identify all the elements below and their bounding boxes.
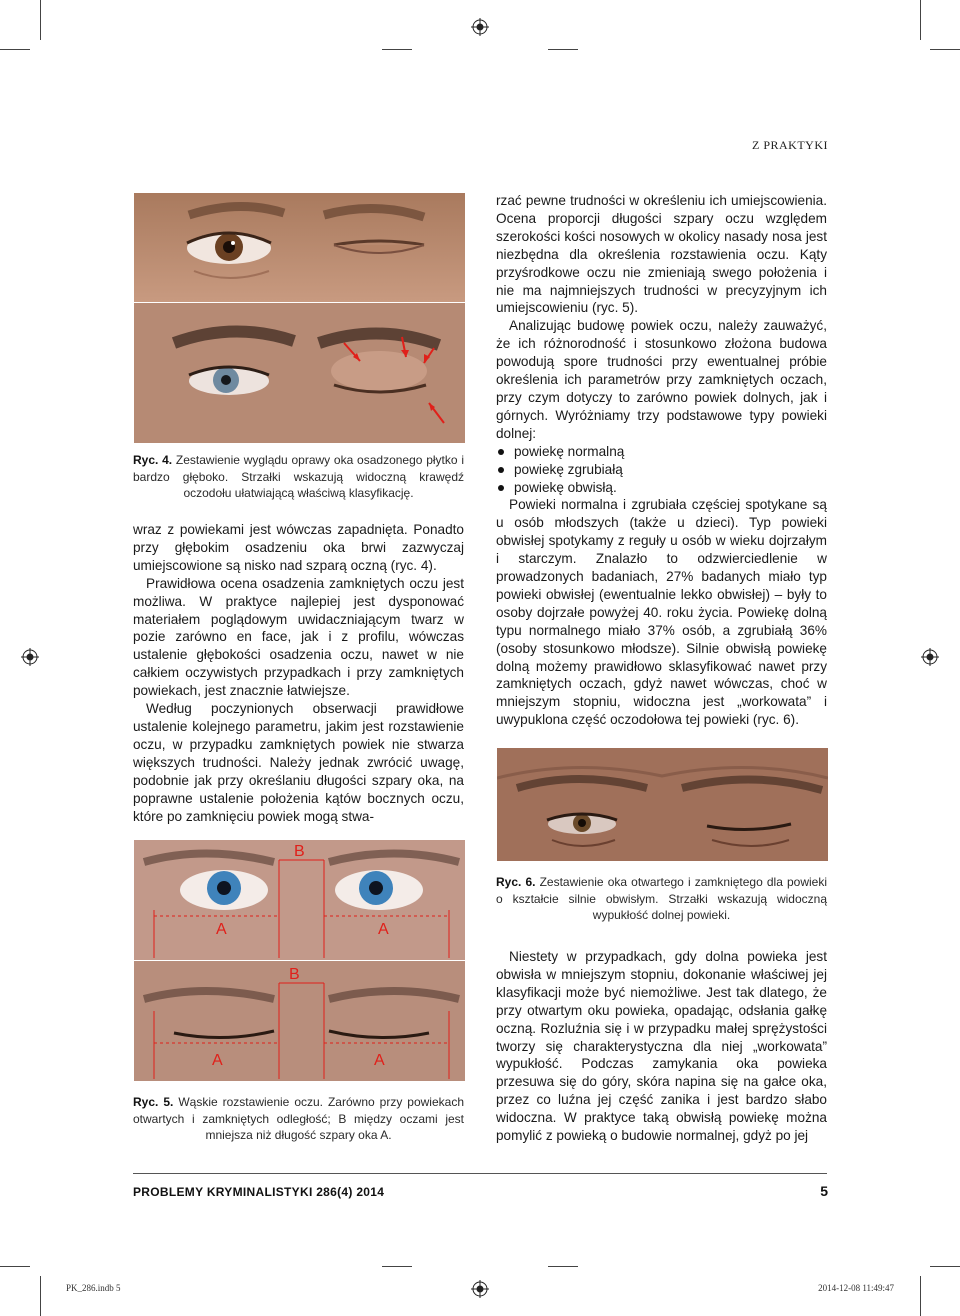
- registration-mark-icon: [21, 648, 39, 666]
- caption-text: Zestawienie oka otwartego i zamkniętego dla powieki o kształcie silnie obwisłym. Strzałki wskazują widoczną wypukłość dolnej powieki.: [496, 875, 827, 922]
- caption-text: Zestawienie wyglądu oprawy oka osadzonego płytko i bardzo głęboko. Strzałki wskazują widoczną krawędź oczodołu ułatwiającą właściwą klasyfikację.: [133, 453, 464, 500]
- figure4-caption: [133, 452, 464, 502]
- journal-title: PROBLEMY KRYMINALISTYKI 286(4) 2014: [133, 1185, 385, 1199]
- list-item: powiekę obwisłą.: [496, 479, 827, 497]
- registration-mark-icon: [471, 18, 489, 36]
- paragraph: Analizując budowę powiek oczu, należy zauważyć, że ich różnorodność i stosunkowo złożona budowa powodują spore trudności przy ewentualnej próbie określenia ich parametrów przy zamkniętych oczach, przy czym dotyczy to zarówno powiek dolnych, jak i górnych. Wyróżniamy trzy podstawowe typy powieki dolnej:: [496, 318, 827, 441]
- figure5-caption: [133, 1094, 464, 1144]
- crop-mark: [920, 1276, 921, 1316]
- registration-mark-icon: [921, 648, 939, 666]
- right-column: [496, 192, 827, 729]
- eyelid-type-list: [496, 443, 827, 497]
- figure5-photo-open: [134, 840, 465, 960]
- page-number: 5: [820, 1183, 828, 1199]
- measure-label-a: A: [374, 1052, 385, 1069]
- figure-label: Ryc. 6.: [496, 875, 536, 889]
- crop-mark: [382, 1266, 412, 1267]
- figure-label: Ryc. 5.: [133, 1095, 174, 1109]
- measure-label-b: B: [294, 843, 305, 860]
- paragraph: Prawidłowa ocena osadzenia zamkniętych oczu jest możliwa. W praktyce najlepiej jest dysponować materiałem poglądowym uwidaczniającym twarz w pozie zarówno en face, jak i z profilu, wówczas ustalenie głębokości osadzenia oczu, nawet w nie całkiem oczywistych przypadkach i przy zamkniętych powiekach, jest znacznie łatwiejsze.: [133, 575, 464, 699]
- paragraph: rzać pewne trudności w określeniu ich umiejscowienia. Ocena proporcji długości szpary oczu względem szerokości kości nosowych w okolicy nasady nosa jest niezbędna dla określenia rozstawienia oczu. Kąty przyśrodkowe oczu nie zmieniają swego położenia i nie ma najmniejszych trudności w precyzyjnym ich umiejscowieniu (ryc. 5).: [496, 193, 827, 316]
- crop-mark: [0, 49, 30, 50]
- measure-label-a: A: [378, 921, 389, 938]
- footer-rule: [133, 1173, 827, 1174]
- list-item: powiekę zgrubiałą: [496, 461, 827, 479]
- registration-mark-icon: [471, 1280, 489, 1298]
- crop-mark: [930, 49, 960, 50]
- left-column: [133, 521, 464, 825]
- paragraph: Niestety w przypadkach, gdy dolna powieka jest obwisła w mniejszym stopniu, dokonanie właściwej jej klasyfikacji może być niemożliwe. Jest tak dlatego, że przy otwartym oku powieka, opadając, odsłania gałkę oczną. Rozluźnia się i w przypadku małej sprężystości tworzy się charakterystyczna dla niej „workowata” wypukłość. Podczas zamykania oka powieka przesuwa się do góry, skóra napina się na gałce oka, przez co luźna jej część zanika i jest bardzo słabo widoczna. W praktyce taką obwisłą powiekę można pomylić z powieką o budowie normalnej, gdyż po jej: [496, 949, 827, 1144]
- figure6-photo: [497, 748, 828, 861]
- figure6-caption: [496, 874, 827, 924]
- figure-label: Ryc. 4.: [133, 453, 173, 467]
- print-slug-file: PK_286.indb 5: [66, 1283, 121, 1293]
- measure-label-a: A: [212, 1052, 223, 1069]
- crop-mark: [40, 1276, 41, 1316]
- crop-mark: [930, 1266, 960, 1267]
- figure4-photo-deep: [134, 303, 465, 443]
- crop-mark: [548, 1266, 578, 1267]
- print-slug-timestamp: 2014-12-08 11:49:47: [818, 1283, 894, 1293]
- crop-mark: [548, 49, 578, 50]
- right-column-bottom: [496, 948, 827, 1145]
- crop-mark: [0, 1266, 30, 1267]
- figure4-photo-shallow: [134, 193, 465, 302]
- crop-mark: [920, 0, 921, 40]
- crop-mark: [382, 49, 412, 50]
- measure-label-b: B: [289, 966, 300, 983]
- crop-mark: [40, 0, 41, 40]
- list-item: powiekę normalną: [496, 443, 827, 461]
- section-label: Z PRAKTYKI: [752, 138, 828, 152]
- caption-text: Wąskie rozstawienie oczu. Zarówno przy powiekach otwartych i zamkniętych odległość; B między oczami jest mniejsza niż długość szpary oka A.: [133, 1095, 464, 1142]
- paragraph: Według poczynionych obserwacji prawidłowe ustalenie kolejnego parametru, jakim jest rozstawienie oczu, w przypadku zamkniętych powiek nie stwarza większych trudności. Należy jednak zwrócić uwagę, podobnie jak przy określaniu długości szpary oka, na poprawne ustalenie położenia kątów bocznych oczu, które po zamknięciu powiek mogą stwa-: [133, 701, 464, 824]
- figure5-photo-closed: [134, 961, 465, 1081]
- measure-label-a: A: [216, 921, 227, 938]
- paragraph: Powieki normalna i zgrubiała częściej spotykane są u osób młodszych (także u dzieci). Typ powieki obwisłej spotykamy z reguły u osób w wieku dojrzałym i starczym. Znalazło to odzwierciedlenie w prowadzonych badaniach, 27% badanych miało typ powieki obwisłej (ewentualnie lekko obwisłej) – były to osoby dojrzałe powyżej 40. roku życia. Powiekę dolną typu normalnego miało 37% osób, a zgrubiałą 36% (osoby stosunkowo młodsze). Silnie obwisłą powiekę dolną możemy prawidłowo sklasyfikować nawet przy zamkniętych oczach, gdyż nawet wówczas, choć w mniejszym stopniu, widoczna jest „workowata” i uwypuklona część oczodołowa tej powieki (ryc. 6).: [496, 497, 827, 728]
- paragraph: wraz z powiekami jest wówczas zapadnięta. Ponadto przy głębokim osadzeniu oka brwi zazwyczaj umiejscowione są nisko nad szparą oczną (ryc. 4).: [133, 522, 464, 573]
